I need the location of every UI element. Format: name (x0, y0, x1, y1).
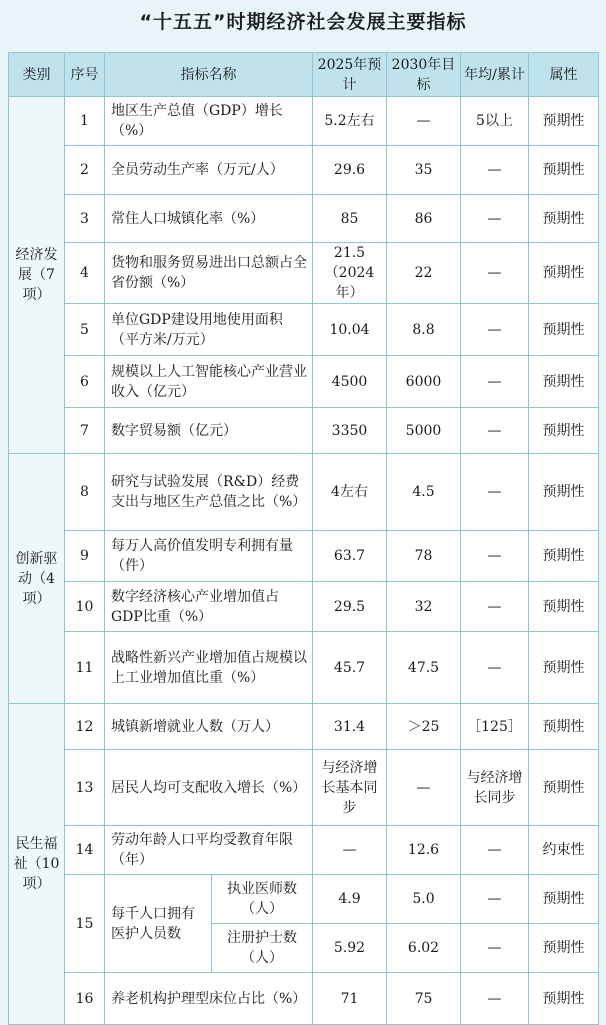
row-seq: 8 (65, 454, 105, 531)
row-name: 战略性新兴产业增加值占规模以上工业增加值比重（%） (105, 632, 313, 704)
row-annual: — (461, 875, 529, 924)
row-2030: 78 (387, 531, 461, 582)
row-seq: 6 (65, 356, 105, 408)
table-row (9, 632, 599, 704)
row-attr: 预期性 (529, 195, 599, 243)
row-2025: 21.5（2024年） (313, 243, 387, 304)
row-annual: — (461, 243, 529, 304)
row-2025: 45.7 (313, 632, 387, 704)
row-annual: — (461, 582, 529, 632)
row-2030: 35 (387, 146, 461, 195)
row-seq: 12 (65, 704, 105, 750)
row-2030: 22 (387, 243, 461, 304)
table-row (9, 97, 599, 146)
table-row (9, 195, 599, 243)
table-row (9, 582, 599, 632)
row-2025: — (313, 826, 387, 875)
row-2025: 5.2左右 (313, 97, 387, 146)
table-row (9, 304, 599, 356)
row-name: 居民人均可支配收入增长（%） (105, 750, 313, 826)
row-annual: — (461, 826, 529, 875)
row-name: 每千人口拥有医护人员数 (105, 875, 212, 973)
row-annual: ［125］ (461, 704, 529, 750)
row-2030: 12.6 (387, 826, 461, 875)
category-economy: 经济发展（7项） (9, 97, 65, 454)
row-2025: 4.9 (313, 875, 387, 924)
row-seq: 13 (65, 750, 105, 826)
row-seq: 16 (65, 973, 105, 1025)
row-seq: 10 (65, 582, 105, 632)
row-2030: 8.8 (387, 304, 461, 356)
row-subname: 执业医师数（人） (212, 875, 313, 924)
row-name: 货物和服务贸易进出口总额占全省份额（%） (105, 243, 313, 304)
row-seq: 5 (65, 304, 105, 356)
row-2025: 3350 (313, 408, 387, 454)
row-2030: 32 (387, 582, 461, 632)
row-2025: 5.92 (313, 924, 387, 973)
row-name: 单位GDP建设用地使用面积（平方米/万元） (105, 304, 313, 356)
row-annual: — (461, 408, 529, 454)
row-2030: 5000 (387, 408, 461, 454)
row-name: 每万人高价值发明专利拥有量（件） (105, 531, 313, 582)
row-attr: 预期性 (529, 243, 599, 304)
row-annual: — (461, 531, 529, 582)
row-2025: 29.6 (313, 146, 387, 195)
row-2025: 10.04 (313, 304, 387, 356)
table-row (9, 356, 599, 408)
row-name: 数字贸易额（亿元） (105, 408, 313, 454)
row-annual: — (461, 973, 529, 1025)
table-row (9, 826, 599, 875)
row-annual: 5以上 (461, 97, 529, 146)
row-name: 养老机构护理型床位占比（%） (105, 973, 313, 1025)
row-name: 数字经济核心产业增加值占GDP比重（%） (105, 582, 313, 632)
row-2030: 4.5 (387, 454, 461, 531)
header-annual: 年均/累计 (461, 53, 529, 97)
table-row (9, 454, 599, 531)
row-attr: 预期性 (529, 973, 599, 1025)
row-attr: 预期性 (529, 408, 599, 454)
table-row (9, 875, 599, 924)
header-attr: 属性 (529, 53, 599, 97)
indicators-table (8, 52, 599, 1025)
row-annual: — (461, 632, 529, 704)
row-name: 规模以上人工智能核心产业营业收入（亿元） (105, 356, 313, 408)
row-attr: 预期性 (529, 304, 599, 356)
header-2025: 2025年预计 (313, 53, 387, 97)
row-2030: — (387, 750, 461, 826)
row-2030: 75 (387, 973, 461, 1025)
header-2030: 2030年目标 (387, 53, 461, 97)
row-attr: 预期性 (529, 356, 599, 408)
row-2025: 31.4 (313, 704, 387, 750)
row-attr: 预期性 (529, 454, 599, 531)
row-annual: — (461, 924, 529, 973)
row-2025: 71 (313, 973, 387, 1025)
table-row (9, 531, 599, 582)
row-attr: 预期性 (529, 146, 599, 195)
row-2025: 85 (313, 195, 387, 243)
row-attr: 约束性 (529, 826, 599, 875)
header-category: 类别 (9, 53, 65, 97)
row-seq: 3 (65, 195, 105, 243)
row-seq: 9 (65, 531, 105, 582)
row-2030: 6000 (387, 356, 461, 408)
table-row (9, 243, 599, 304)
row-seq: 7 (65, 408, 105, 454)
row-attr: 预期性 (529, 875, 599, 924)
row-attr: 预期性 (529, 750, 599, 826)
row-annual: — (461, 454, 529, 531)
row-name: 研究与试验发展（R&D）经费支出与地区生产总值之比（%） (105, 454, 313, 531)
row-seq: 4 (65, 243, 105, 304)
row-annual: — (461, 304, 529, 356)
row-seq: 15 (65, 875, 105, 973)
row-attr: 预期性 (529, 632, 599, 704)
row-seq: 1 (65, 97, 105, 146)
row-annual: — (461, 195, 529, 243)
row-name: 地区生产总值（GDP）增长（%） (105, 97, 313, 146)
table-row (9, 408, 599, 454)
table-title: “十五五”时期经济社会发展主要指标 (0, 0, 606, 44)
row-name: 常住人口城镇化率（%） (105, 195, 313, 243)
row-subname: 注册护士数（人） (212, 924, 313, 973)
row-2025: 4500 (313, 356, 387, 408)
header-name: 指标名称 (105, 53, 313, 97)
row-attr: 预期性 (529, 704, 599, 750)
category-welfare: 民生福祉（10项） (9, 704, 65, 1025)
category-innovation: 创新驱动（4项） (9, 454, 65, 704)
table-row (9, 750, 599, 826)
row-seq: 2 (65, 146, 105, 195)
row-2025: 与经济增长基本同步 (313, 750, 387, 826)
row-2025: 29.5 (313, 582, 387, 632)
row-2030: 5.0 (387, 875, 461, 924)
row-annual: 与经济增长同步 (461, 750, 529, 826)
header-seq: 序号 (65, 53, 105, 97)
row-2030: 47.5 (387, 632, 461, 704)
row-2030: ＞25 (387, 704, 461, 750)
header-row (9, 53, 599, 97)
row-attr: 预期性 (529, 924, 599, 973)
row-name: 劳动年龄人口平均受教育年限（年） (105, 826, 313, 875)
row-2030: 86 (387, 195, 461, 243)
row-attr: 预期性 (529, 582, 599, 632)
row-attr: 预期性 (529, 97, 599, 146)
row-seq: 14 (65, 826, 105, 875)
row-annual: — (461, 146, 529, 195)
row-2030: 6.02 (387, 924, 461, 973)
row-2025: 63.7 (313, 531, 387, 582)
row-name: 全员劳动生产率（万元/人） (105, 146, 313, 195)
table-row (9, 146, 599, 195)
row-attr: 预期性 (529, 531, 599, 582)
row-seq: 11 (65, 632, 105, 704)
row-2025: 4左右 (313, 454, 387, 531)
table-row (9, 973, 599, 1025)
table-row (9, 704, 599, 750)
row-2030: — (387, 97, 461, 146)
row-name: 城镇新增就业人数（万人） (105, 704, 313, 750)
row-annual: — (461, 356, 529, 408)
